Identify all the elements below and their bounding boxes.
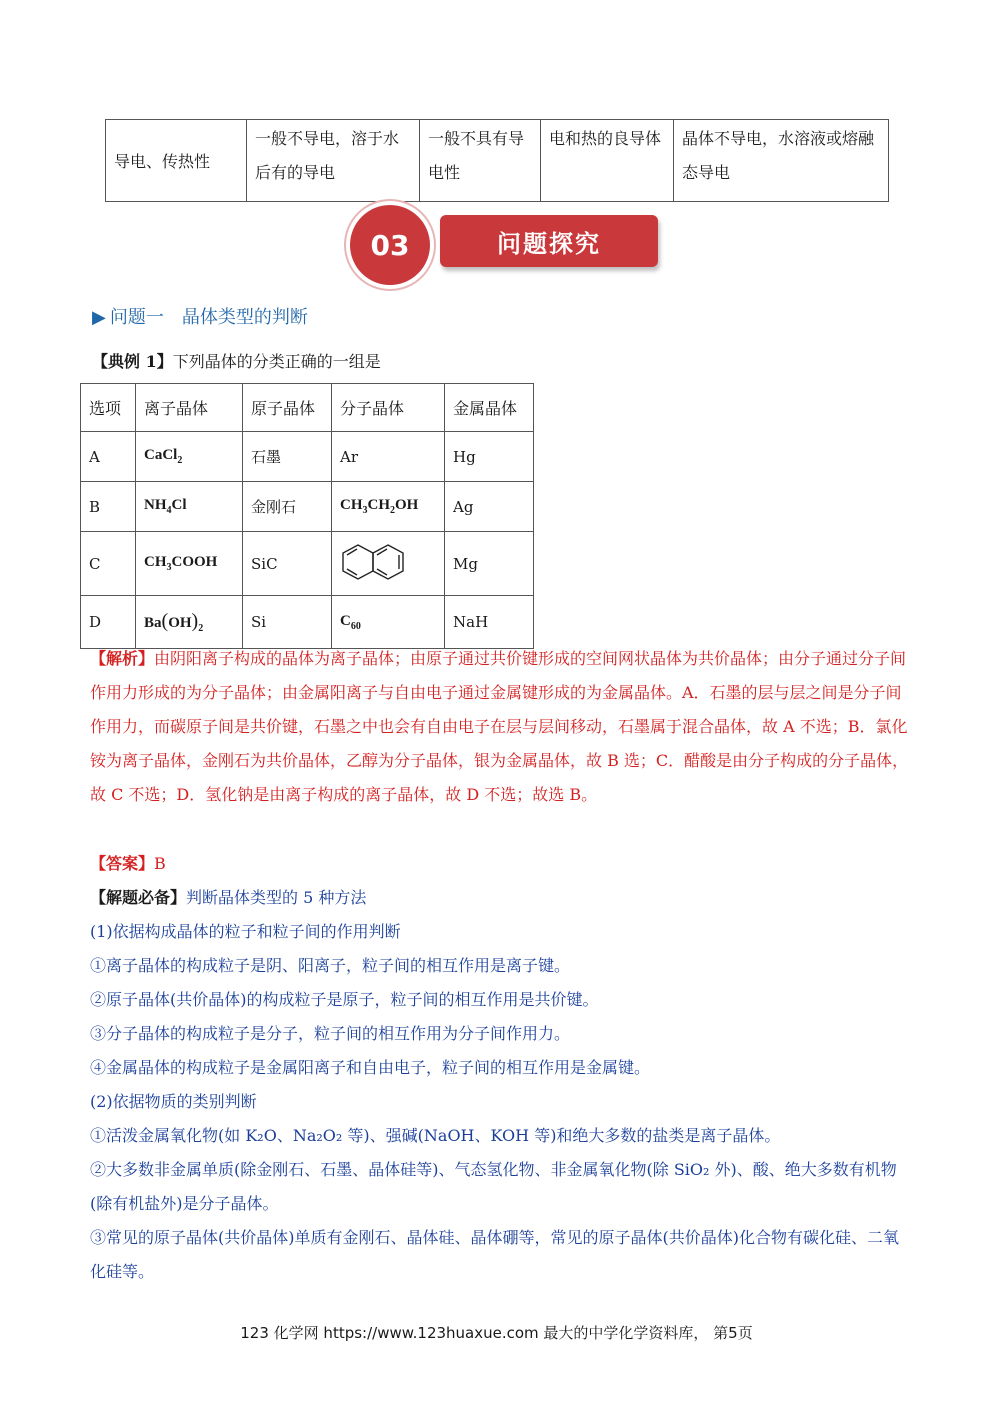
table-cell: 金刚石: [243, 482, 332, 532]
table-cell: Mg: [445, 532, 534, 596]
page-footer: 123 化学网 https://www.123huaxue.com 最大的中学化学资料库， 第5页: [240, 1324, 753, 1342]
formula-k2o: K₂O: [245, 1126, 277, 1145]
essentials-line: [90, 1153, 910, 1221]
table-cell: Ar: [332, 432, 445, 482]
formula-acetic-acid: $CH_3COOH$: [136, 532, 243, 596]
section-title-banner: 问题探究: [440, 215, 658, 267]
analysis-text: 由阴阳离子构成的晶体为离子晶体；由原子通过共价键形成的空间网状晶体为共价晶体；由分子通过分子间作用力形成的为分子晶体；由金属阳离子与自由电子通过金属键形成的为金属晶体。A．石墨的层与层之间是分子间作用力，而碳原子间是共价键，石墨之中也会有自由电子在层与层间移动，石墨属于混合晶体，故 A 不选；B．氯化铵为离子晶体，金刚石为共价晶体，乙醇为分子晶体，银为金属晶体，故 B 选；C．醋酸是由分子构成的分子晶体，故 C 不选；D．氢化钠是由离子构成的离子晶体，故 D 不选；故选 B。: [90, 649, 909, 804]
table-row: [81, 432, 534, 482]
option-cell: C: [81, 532, 136, 596]
analysis-tag: 【解析】: [90, 649, 155, 668]
option-cell: B: [81, 482, 136, 532]
triangle-arrow-icon: ▶: [92, 307, 106, 328]
formula-nh4cl: $NH_4Cl$: [136, 482, 243, 532]
table-row-label: 导电、传热性: [106, 120, 247, 202]
essentials-line: ③常见的原子晶体(共价晶体)单质有金刚石、晶体硅、晶体硼等，常见的原子晶体(共价晶体)化合物有碳化硅、二氧化硅等。: [90, 1228, 899, 1281]
analysis-paragraph: [90, 642, 910, 812]
table-cell: Ag: [445, 482, 534, 532]
formula-sio2: SiO₂: [673, 1160, 710, 1179]
example-text: 下列晶体的分类正确的一组是: [172, 352, 381, 371]
essentials-text: 判断晶体类型的 5 种方法: [186, 888, 367, 907]
table-cell: Hg: [445, 432, 534, 482]
formula-cacl2: CaCl$_2$: [136, 432, 243, 482]
naphthalene-structure-icon: [340, 542, 410, 582]
formula-barium-hydroxide: $Ba(OH)_2$: [136, 596, 243, 649]
question-title: 问题一 晶体类型的判断: [109, 307, 308, 328]
table-header: 分子晶体: [332, 384, 445, 432]
table-cell: 电和热的良导体: [541, 120, 674, 202]
essentials-title: [90, 881, 910, 915]
table-cell: Si: [243, 596, 332, 649]
line-text: 等)、强碱(NaOH、KOH 等)和绝大多数的盐类是离子晶体。: [342, 1126, 781, 1145]
line-text: ②大多数非金属单质(除金刚石、石墨、晶体硅等)、气态氢化物、非金属氧化物(除: [90, 1160, 674, 1179]
line-text: 、: [276, 1126, 293, 1145]
table-cell: NaH: [445, 596, 534, 649]
example-title: [92, 349, 381, 372]
essentials-line: ③分子晶体的构成粒子是分子，粒子间的相互作用为分子间作用力。: [90, 1024, 571, 1043]
property-table: [105, 119, 889, 202]
formula-ethanol: $CH_3CH_2OH$: [332, 482, 445, 532]
question-heading: [92, 303, 308, 329]
answer-tag: 【答案】: [90, 854, 155, 873]
table-header: 离子晶体: [136, 384, 243, 432]
answer-line: [90, 847, 910, 881]
table-header: 金属晶体: [445, 384, 534, 432]
formula-na2o2: Na₂O₂: [292, 1126, 343, 1145]
option-cell: A: [81, 432, 136, 482]
crystal-classification-table: [80, 383, 534, 649]
table-header: 原子晶体: [243, 384, 332, 432]
table-cell: 一般不导电，溶于水后有的导电: [247, 120, 420, 202]
example-tag: 【典例 1】: [92, 352, 173, 371]
essentials-line: ④金属晶体的构成粒子是金属阳离子和自由电子，粒子间的相互作用是金属键。: [90, 1058, 651, 1077]
table-cell: 一般不具有导电性: [420, 120, 541, 202]
line-text: ①活泼金属氧化物(如: [90, 1126, 246, 1145]
essentials-line: ①离子晶体的构成粒子是阴、阳离子，粒子间的相互作用是离子键。: [90, 956, 571, 975]
essentials-line: (2)依据物质的类别判断: [90, 1092, 257, 1111]
option-cell: D: [81, 596, 136, 649]
answer-text: B: [154, 854, 166, 873]
table-row: [81, 596, 534, 649]
table-cell: SiC: [243, 532, 332, 596]
essentials-line: (1)依据构成晶体的粒子和粒子间的作用判断: [90, 922, 401, 941]
table-row: [81, 532, 534, 596]
essentials-line: [90, 1119, 910, 1153]
table-cell: 晶体不导电，水溶液或熔融态导电: [674, 120, 889, 202]
table-cell: 石墨: [243, 432, 332, 482]
section-number-badge: 03: [350, 205, 430, 285]
essentials-tag: 【解题必备】: [90, 888, 187, 907]
table-row: [81, 482, 534, 532]
line-text: 外)、酸、绝大多数有机物(除有机盐外)是分子晶体。: [90, 1160, 897, 1213]
essentials-line: ②原子晶体(共价晶体)的构成粒子是原子，粒子间的相互作用是共价键。: [90, 990, 599, 1009]
formula-c60: $C_{60}$: [332, 596, 445, 649]
naphthalene-structure-icon: [332, 532, 445, 596]
table-header: 选项: [81, 384, 136, 432]
